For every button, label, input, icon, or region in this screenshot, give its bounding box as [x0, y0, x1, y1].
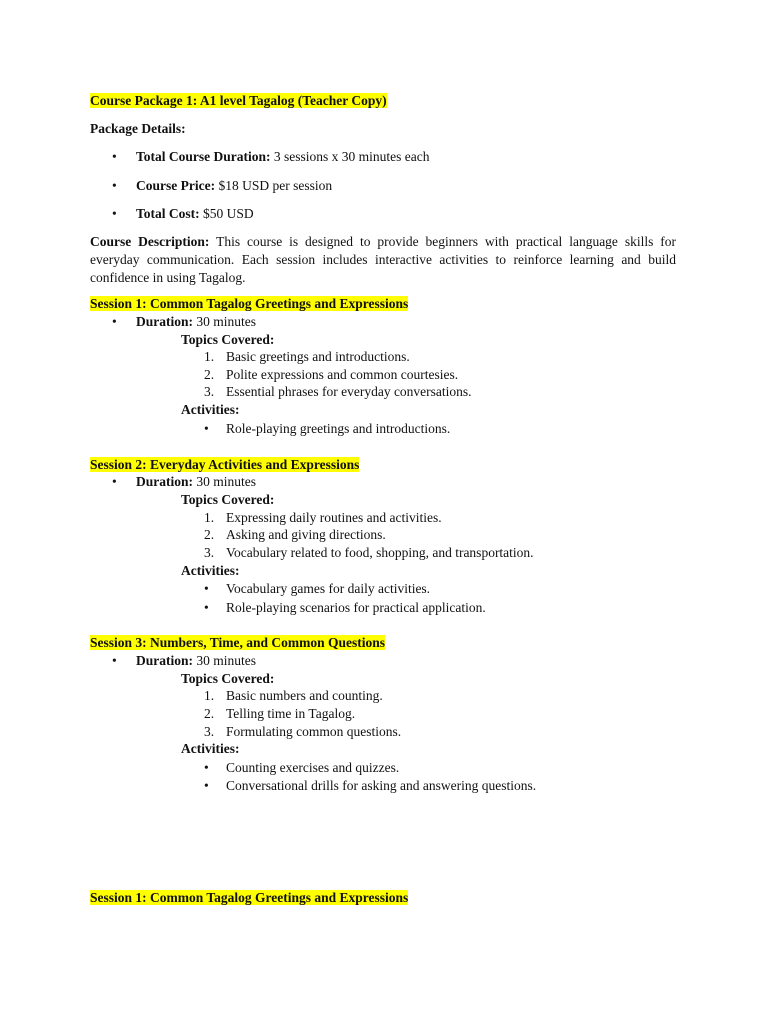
topic-text: Expressing daily routines and activities. — [226, 510, 442, 525]
document-title — [90, 93, 387, 109]
topics-heading: Topics Covered: — [181, 492, 275, 507]
session-title: Session 1: Common Tagalog Greetings and Expressions — [90, 296, 409, 311]
title-text: Course Package 1: A1 level Tagalog (Teacher Copy) — [90, 93, 387, 108]
package-item-value: $18 USD per session — [215, 178, 333, 193]
activity-text: Conversational drills for asking and answering questions. — [226, 778, 537, 793]
activities-heading: Activities: — [181, 402, 240, 417]
bullet-icon — [204, 421, 209, 436]
description-text: This course is designed to provide beginners with practical language skills for everyday communication. Each session includes interactive activities to reinforce learning and build confidence in using Tagalog. — [90, 234, 677, 285]
bullet-icon — [112, 149, 117, 164]
bullet-icon — [112, 314, 117, 329]
list-number: 1. — [204, 688, 215, 703]
session-title: Session 3: Numbers, Time, and Common Questions — [90, 635, 386, 650]
package-item-label: Course Price: — [136, 178, 216, 193]
topic-text: Basic numbers and counting. — [226, 688, 383, 703]
package-item-label: Total Cost: — [136, 206, 200, 221]
topic-text: Basic greetings and introductions. — [226, 349, 410, 364]
topic-text: Asking and giving directions. — [226, 527, 386, 542]
topic-text: Telling time in Tagalog. — [226, 706, 356, 721]
session-title: Session 1: Common Tagalog Greetings and Expressions — [90, 890, 409, 905]
activities-heading: Activities: — [181, 563, 240, 578]
session-title: Session 2: Everyday Activities and Expressions — [90, 457, 360, 472]
topic-item — [204, 706, 355, 722]
bullet-icon — [112, 206, 117, 221]
topic-item — [204, 527, 386, 543]
list-number: 3. — [204, 545, 215, 560]
package-item-total — [112, 206, 254, 222]
bullet-icon — [204, 760, 209, 775]
bullet-icon — [112, 178, 117, 193]
activity-item — [204, 581, 431, 597]
session-1-duration — [112, 314, 256, 330]
package-item-label: Total Course Duration: — [136, 149, 271, 164]
activity-text: Counting exercises and quizzes. — [226, 760, 400, 775]
topic-item — [204, 688, 383, 704]
duration-value: 30 minutes — [193, 653, 256, 668]
topic-text: Formulating common questions. — [226, 724, 402, 739]
list-number: 1. — [204, 510, 215, 525]
topics-heading: Topics Covered: — [181, 332, 275, 347]
list-number: 2. — [204, 527, 215, 542]
package-item-value: $50 USD — [199, 206, 254, 221]
bullet-icon — [112, 653, 117, 668]
list-number: 2. — [204, 367, 215, 382]
topic-text: Essential phrases for everyday conversations. — [226, 384, 472, 399]
list-number: 2. — [204, 706, 215, 721]
duration-label: Duration: — [136, 474, 193, 489]
activity-item — [204, 421, 451, 437]
activity-item — [204, 778, 537, 794]
duration-label: Duration: — [136, 314, 193, 329]
package-item-duration — [112, 149, 430, 165]
activity-text: Role-playing scenarios for practical application. — [226, 600, 486, 615]
duration-value: 30 minutes — [193, 314, 256, 329]
package-item-value: 3 sessions x 30 minutes each — [270, 149, 430, 164]
activities-heading: Activities: — [181, 741, 240, 756]
topic-item — [204, 384, 472, 400]
session-1-heading — [90, 296, 408, 312]
topic-text: Vocabulary related to food, shopping, and transportation. — [226, 545, 534, 560]
bullet-icon — [204, 600, 209, 615]
session-3-heading — [90, 635, 385, 651]
session-3-duration — [112, 653, 256, 669]
activity-text: Vocabulary games for daily activities. — [226, 581, 431, 596]
session-2-heading — [90, 457, 359, 473]
topic-text: Polite expressions and common courtesies. — [226, 367, 459, 382]
next-section-heading — [90, 890, 408, 906]
package-item-price — [112, 178, 333, 194]
list-number: 1. — [204, 349, 215, 364]
duration-label: Duration: — [136, 653, 193, 668]
bullet-icon — [204, 581, 209, 596]
description-label: Course Description: — [90, 234, 210, 249]
session-2-duration — [112, 474, 256, 490]
activity-text: Role-playing greetings and introductions. — [226, 421, 451, 436]
topic-item — [204, 349, 410, 365]
bullet-icon — [204, 778, 209, 793]
activity-item — [204, 600, 486, 616]
package-details-heading: Package Details: — [90, 121, 186, 136]
topics-heading: Topics Covered: — [181, 671, 275, 686]
activity-item — [204, 760, 400, 776]
topic-item — [204, 510, 442, 526]
list-number: 3. — [204, 724, 215, 739]
topic-item — [204, 724, 401, 740]
topic-item — [204, 545, 534, 561]
list-number: 3. — [204, 384, 215, 399]
course-description — [90, 233, 676, 287]
duration-value: 30 minutes — [193, 474, 256, 489]
topic-item — [204, 367, 458, 383]
bullet-icon — [112, 474, 117, 489]
